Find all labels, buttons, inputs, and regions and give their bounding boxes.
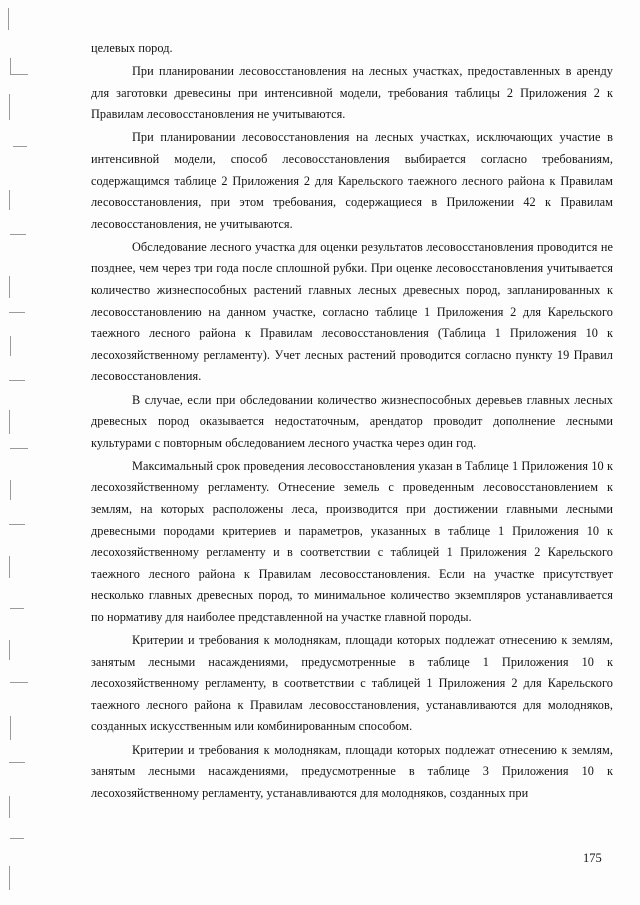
paragraph-maximum-term: Максимальный срок проведения лесовосстановления указан в Таблице 1 Приложения 10 к лесохозяйственному регламенту. Отнесение земель с проведенным лесовосстановлением к землям, на которых расположены леса, производится при достижении главными лесными древесными породами критериев и параметров, указанных в таблице 1 Приложения 10 к лесохозяйственному регламенту и в соответствии с таблицей 1 Приложения 2 Карельского таежного лесного района к Правилам лесовосстановления. Если на участке присутствует несколько главных древесных пород, то минимальное количество экземпляров устанавливается по нормативу для наиболее представленной на участке главной породы.: [91, 458, 613, 624]
paragraph-continuation: целевых пород.: [91, 41, 173, 55]
page-number: 175: [583, 851, 602, 865]
binding-margin-marks: [0, 0, 40, 905]
document-body: [91, 38, 613, 804]
paragraph-young-stands-criteria-1: Критерии и требования к молоднякам, площади которых подлежат отнесению к землям, занятым лесными насаждениями, предусмотренные в таблице 1 Приложения 10 к лесохозяйственному регламенту, в соответствии с таблицей 1 Приложения 2 для Карельского таежного лесного района к Правилам лесовосстановления, устанавливаются для молодняков, созданных искусственным или комбинированным способом.: [91, 633, 613, 734]
paragraph-intensive-model: При планировании лесовосстановления на лесных участках, предоставленных в аренду для заготовки древесины при интенсивной модели, требования таблицы 2 Приложения 2 к Правилам лесовосстановления не учитываются.: [91, 64, 613, 122]
paragraph-young-stands-criteria-3: Критерии и требования к молоднякам, площади которых подлежат отнесению к землям, занятым лесными насаждениями, предусмотренные в таблице 3 Приложения 10 к лесохозяйственному регламенту, устанавливаются для молодняков, созданных при: [91, 742, 613, 800]
paragraph-insufficient-trees: В случае, если при обследовании количество жизнеспособных деревьев главных лесных древесных пород оказывается недостаточным, арендатор проводит дополнение лесными культурами с повторным обследованием лесного участка через один год.: [91, 392, 613, 450]
paragraph-excluded-intensive-model: При планировании лесовосстановления на лесных участках, исключающих участие в интенсивной модели, способ лесовосстановления выбирается согласно требованиям, содержащимся таблице 2 Приложения 2 для Карельского таежного лесного района к Правилам лесовосстановления, при этом требования, содержащиеся в Приложении 42 к Правилам лесовосстановления, не учитываются.: [91, 130, 613, 231]
paragraph-inspection: Обследование лесного участка для оценки результатов лесовосстановления проводится не позднее, чем через три года после сплошной рубки. При оценке лесовосстановления учитывается количество жизнеспособных растений главных лесных древесных пород, запланированных к лесовосстановлению на данном участке, согласно таблице 1 Приложения 2 для Карельского таежного лесного района к Правилам лесовосстановления (Таблица 1 Приложения 10 к лесохозяйственному регламенту). Учет лесных растений проводится согласно пункту 19 Правил лесовосстановления.: [91, 239, 613, 384]
